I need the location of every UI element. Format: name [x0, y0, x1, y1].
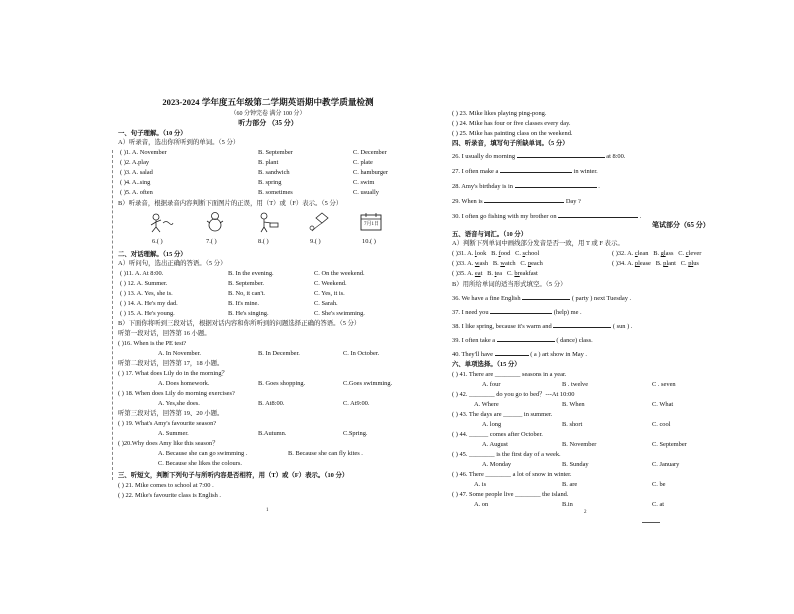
q31-a-underline: l — [474, 250, 477, 257]
q34-b-label: B. — [655, 260, 664, 267]
q33-stem: ( )33. A. — [452, 260, 475, 267]
q18-option-b: B. At8:00. — [258, 400, 285, 407]
picture-row — [118, 211, 418, 247]
section-1a-instruction: A）听录音，选出你所听到的单词。（5 分） — [118, 139, 240, 146]
section-2-heading: 二、对话理解。（15 分） — [118, 251, 187, 258]
dialog-3-intro: 听第三段对话，回答第 19、20 小题。 — [118, 410, 224, 417]
q22-stem: ( ) 22. Mike's favourite class is English . — [118, 492, 222, 499]
section-5b-instruction: B）用所给单词的适当形式填空。（5 分） — [452, 281, 567, 288]
q35-a-underline: ea — [474, 270, 481, 277]
left-page — [118, 88, 418, 518]
q33-c-rest: each — [531, 260, 543, 267]
q14-stem: ( ) 14. A. He's my dad. — [120, 300, 178, 307]
q37-text-b: (help) me . — [553, 309, 582, 316]
page-number-2: 2 — [584, 510, 587, 515]
q44-stem: ( ) 44. ______ comes after October. — [452, 431, 543, 438]
q18-option-a: A. Yes,she does. — [158, 400, 200, 407]
q46-stem: ( ) 46. There ________ a lot of snow in winter. — [452, 471, 572, 478]
q25-stem: ( ) 25. Mike has painting class on the weekend. — [452, 130, 573, 137]
page-title: 2023-2024 学年度五年级第二学期英语期中教学质量检测 — [162, 97, 374, 107]
q34-c-label: C. — [680, 260, 689, 267]
q33-b-rest: atch — [504, 260, 516, 267]
q37 — [452, 307, 582, 317]
q34-a-underline: pl — [634, 260, 640, 267]
section-2a-instruction: A）听问句，选出正确的答语。（5 分） — [118, 260, 227, 267]
q5-stem: ( )5. A. often — [120, 189, 153, 196]
q36-blank[interactable] — [522, 293, 570, 300]
q37-blank[interactable] — [490, 307, 552, 314]
q35-stem: ( )35. A. — [452, 270, 475, 277]
q35-c-rest: eakfast — [519, 270, 538, 277]
q6-answer: 6.( ) — [152, 238, 163, 245]
q39 — [452, 335, 593, 345]
q17-option-b: B. Goes shopping. — [258, 380, 306, 387]
q18-stem: ( ) 18. When does Lily do morning exercises? — [118, 390, 235, 397]
q32-b-underline: gl — [660, 250, 666, 257]
section-6-heading: 六、单项选择。（15 分） — [452, 361, 521, 368]
q42-stem: ( ) 42. ________ do you go to bed？---At 10:00 — [452, 391, 575, 398]
q41-stem: ( ) 41. There are ________ seasons in a year. — [452, 371, 567, 378]
q27-text-b: in winter. — [573, 168, 598, 175]
right-page — [452, 88, 752, 518]
q15-option-b: B. He's singing. — [228, 310, 269, 317]
q28 — [452, 181, 600, 191]
q32-a-underline: c — [634, 250, 638, 257]
q38 — [452, 321, 632, 331]
q41-option-c: C . seven — [652, 381, 676, 388]
q13-option-b: B. No, it can't. — [228, 290, 266, 297]
q33 — [452, 260, 543, 268]
q20-stem: ( )20.Why does Amy like this season？ — [118, 440, 219, 447]
q33-b-label: B. — [492, 260, 501, 267]
q17-stem: ( ) 17. What does Lily do in the morning？ — [118, 370, 228, 377]
q38-text-b: ( sun ) . — [612, 323, 633, 330]
q37-text-a: 37. I need you — [452, 309, 489, 316]
page-number-1: 1 — [266, 508, 269, 513]
q14-option-b: B. It's mine. — [228, 300, 259, 307]
q32-c-rest: lever — [688, 250, 702, 257]
q30-text-a: 30. I often go fishing with my brother on — [452, 213, 557, 220]
q41-option-b: B . twelve — [562, 381, 589, 388]
q43-stem: ( ) 43. The days are ______ in summer. — [452, 411, 553, 418]
q34-b-underline: pl — [663, 260, 669, 267]
q39-text-b: ( dance) class. — [556, 337, 593, 344]
q35-a-rest: t — [480, 270, 483, 277]
q40-text-b: ( a ) art show in May . — [530, 351, 587, 358]
section-5a-instruction: A）判断下列单词中画线部分发音是否一致，用 T 或 F 表示。 — [452, 240, 624, 247]
q11-option-b: B. In the evening. — [228, 270, 274, 277]
cooking-picture — [254, 211, 280, 233]
q34 — [612, 260, 699, 268]
q43-option-c: C. cool — [652, 421, 671, 428]
q8-answer: 8.( ) — [258, 238, 269, 245]
q19-stem: ( ) 19. What's Amy's favourite season? — [118, 420, 217, 427]
section-3-heading: 三、听短文，判断下列句子与所听内容是否相符，用（T）或（F）表示。（10 分） — [118, 472, 349, 479]
q26-blank[interactable] — [517, 151, 605, 158]
q18-option-c: C. At9:00. — [343, 400, 370, 407]
q26-text-a: 26. I usually do morning — [452, 153, 516, 160]
q41-option-a: A. four — [482, 381, 501, 388]
q12-option-c: C. Weekend. — [314, 280, 347, 287]
q16-stem: ( )16. When is the PE test? — [118, 340, 187, 347]
q26 — [452, 151, 625, 161]
q45-stem: ( ) 45. ________ is the first day of a week. — [452, 451, 561, 458]
page-subtitle: （60 分钟完卷 满分 100 分） — [230, 111, 306, 117]
q13-stem: ( ) 13. A. Yes, she is. — [120, 290, 173, 297]
q44-option-c: C. September — [652, 441, 687, 448]
q34-stem: ( )34. A. — [612, 260, 635, 267]
q33-b-underline: w — [500, 260, 505, 267]
q32 — [612, 250, 701, 258]
q2-option-c: C. plate — [353, 159, 373, 166]
q39-text-a: 39. I often take a — [452, 337, 496, 344]
section-5-heading: 五、语音与词汇。（10 分） — [452, 231, 528, 238]
q5-option-b: B. sometimes — [258, 189, 293, 196]
q4-stem: ( )4. A..sing — [120, 179, 151, 186]
q33-a-rest: ash — [479, 260, 489, 267]
q29-text-b: Day ? — [565, 198, 581, 205]
written-part-heading: 笔试部分（65 分） — [652, 221, 710, 229]
q47-option-c: C. at — [652, 501, 665, 508]
q20-option-b: B. Because she can fly kites . — [288, 450, 363, 457]
q3-option-b: B. sandwich — [258, 169, 290, 176]
q39-blank[interactable] — [497, 335, 555, 342]
q45-option-c: C. January — [652, 461, 680, 468]
q43-option-b: B. short — [562, 421, 583, 428]
q44-option-a: A. August — [482, 441, 508, 448]
q23-stem: ( ) 23. Mike likes playing ping-pong. — [452, 110, 547, 117]
q2-option-b: B. plant — [258, 159, 279, 166]
q31-b-underline: f — [498, 250, 501, 257]
q24-stem: ( ) 24. Mike has four or five classes every day. — [452, 120, 571, 127]
q35-c-underline: br — [514, 270, 520, 277]
q31-b-rest: ood — [500, 250, 511, 257]
q29-text-a: 29. When is — [452, 198, 483, 205]
calendar-picture — [358, 211, 384, 233]
q16-option-a: A. In November. — [158, 350, 201, 357]
q1-option-c: C. December — [353, 149, 387, 156]
q17-option-c: C.Goes swimming. — [343, 380, 393, 387]
q31-c-label: C. — [515, 250, 523, 257]
q7-answer: 7.( ) — [206, 238, 217, 245]
q16-option-b: B. In December. — [258, 350, 300, 357]
q38-text-a: 38. I like spring, because it's warm and — [452, 323, 552, 330]
q34-c-rest: us — [693, 260, 699, 267]
q12-option-b: B. September. — [228, 280, 265, 287]
q35-c-label: C. — [506, 270, 515, 277]
q32-stem: ( )32. A. — [612, 250, 635, 257]
q33-c-label: C. — [520, 260, 528, 267]
q32-c-underline: c — [685, 250, 689, 257]
q19-option-a: A. Summer. — [158, 430, 189, 437]
section-1b-instruction: B）听录音，根据录音内容判断下面图片的正误，用（T）或（F）表示。（5 分） — [118, 200, 343, 207]
q2-stem: ( )2. A.play — [120, 159, 150, 166]
q31 — [452, 250, 539, 258]
q36 — [452, 293, 631, 303]
q31-stem: ( )31. A. — [452, 250, 475, 257]
q40 — [452, 349, 587, 359]
q36-text-b: ( party ) next Tuesday . — [571, 295, 632, 302]
q34-b-rest: ant — [668, 260, 676, 267]
q15-stem: ( ) 15. A. He's young. — [120, 310, 175, 317]
q29 — [452, 196, 581, 206]
q29-blank[interactable] — [484, 196, 564, 203]
q32-b-label: B. — [653, 250, 661, 257]
q3-option-c: C. hamburger — [353, 169, 389, 176]
kite-picture — [306, 211, 332, 233]
section-1-heading: 一、句子理解。（10 分） — [118, 130, 187, 137]
q35-b-label: B. — [487, 270, 495, 277]
q16-option-c: C. In October. — [343, 350, 380, 357]
q38-blank[interactable] — [553, 321, 611, 328]
q44-option-b: B. November — [562, 441, 597, 448]
q20-option-c: C. Because she likes the colours. — [158, 460, 242, 467]
q5-option-c: C. usually — [353, 189, 379, 196]
q31-a-rest: ook — [476, 250, 487, 257]
q34-a-rest: ease — [639, 260, 651, 267]
q31-c-underline: s — [522, 250, 526, 257]
q27-text-a: 27. I often make a — [452, 168, 499, 175]
q19-option-c: C.Spring. — [343, 430, 368, 437]
q46-option-b: B. are — [562, 481, 578, 488]
q42-option-b: B. When — [562, 401, 585, 408]
section-4-heading: 四、听录音，填写句子所缺单词。（5 分） — [452, 140, 569, 147]
snowman-picture — [202, 211, 228, 233]
q4-option-b: B. spring — [258, 179, 282, 186]
q35-b-rest: ea — [496, 270, 503, 277]
q32-c-label: C. — [678, 250, 686, 257]
q33-c-underline: p — [527, 260, 532, 267]
q46-option-a: A. is — [474, 481, 487, 488]
q28-blank[interactable] — [515, 181, 597, 188]
q20-option-a: A. Because she can go swimming . — [158, 450, 248, 457]
q30 — [452, 211, 641, 221]
q32-b-rest: ass — [665, 250, 674, 257]
q3-stem: ( )3. A. salad — [120, 169, 153, 176]
q1-stem: ( )1. A. November — [120, 149, 167, 156]
calendar-date-text: 7月1日 — [364, 222, 380, 227]
q35 — [452, 270, 538, 278]
q34-c-underline: pl — [688, 260, 694, 267]
dialog-2-intro: 听第二段对话，回答第 17，18 小题。 — [118, 360, 224, 367]
scan-mark — [642, 522, 660, 523]
q4-option-c: C. swim — [353, 179, 375, 186]
dialog-1-intro: 听第一段对话，回答第 16 小题。 — [118, 330, 211, 337]
q42-option-c: C. What — [652, 401, 674, 408]
q11-stem: ( )11. A. At 8:00. — [120, 270, 164, 277]
q47-stem: ( ) 47. Some people live ________ the island. — [452, 491, 569, 498]
q47-option-a: A. on — [474, 501, 489, 508]
q36-text-a: 36. We have a fine English — [452, 295, 521, 302]
q26-text-b: at 8:00. — [606, 153, 626, 160]
q27-blank[interactable] — [500, 166, 572, 173]
section-2b-instruction: B）下面你将听到三段对话，根据对话内容和你所听到的问题选择正确的答语。（5 分） — [118, 320, 361, 327]
q35-b-underline: t — [494, 270, 497, 277]
q40-text-a: 40. They'll have — [452, 351, 493, 358]
q1-option-b: B. September — [258, 149, 293, 156]
q11-option-c: C. On the weekend. — [314, 270, 365, 277]
q43-option-a: A. long — [482, 421, 502, 428]
q19-option-b: B.Autumn. — [258, 430, 287, 437]
q47-option-b: B.in — [562, 501, 573, 508]
q9-answer: 9.( ) — [310, 238, 321, 245]
q14-option-c: C. Sarah. — [314, 300, 338, 307]
q21-stem: ( ) 21. Mike comes to school at 7:00 . — [118, 482, 214, 489]
q31-b-label: B. — [491, 250, 499, 257]
q28-text-b: . — [598, 183, 600, 190]
swimming-picture — [148, 211, 174, 233]
q32-a-rest: lean — [637, 250, 649, 257]
q30-blank[interactable] — [558, 211, 638, 218]
q42-option-a: A. Where — [474, 401, 499, 408]
q45-option-b: B. Sunday — [562, 461, 589, 468]
q17-option-a: A. Does homework. — [158, 380, 210, 387]
q46-option-c: C. be — [652, 481, 666, 488]
q30-text-b: . — [639, 213, 642, 220]
q12-stem: ( ) 12. A. Summer. — [120, 280, 168, 287]
listening-part-heading: 听力部分 （35 分） — [238, 119, 298, 127]
q27 — [452, 166, 598, 176]
q33-a-underline: w — [474, 260, 480, 267]
q15-option-c: C. She's swimming. — [314, 310, 365, 317]
q13-option-c: C. Yes, it is. — [314, 290, 345, 297]
q40-blank[interactable] — [495, 349, 529, 356]
q45-option-a: A. Monday — [482, 461, 512, 468]
q28-text-a: 28. Amy's birthday is in — [452, 183, 513, 190]
q10-answer: 10.( ) — [362, 238, 376, 245]
q31-c-rest: chool — [525, 250, 540, 257]
